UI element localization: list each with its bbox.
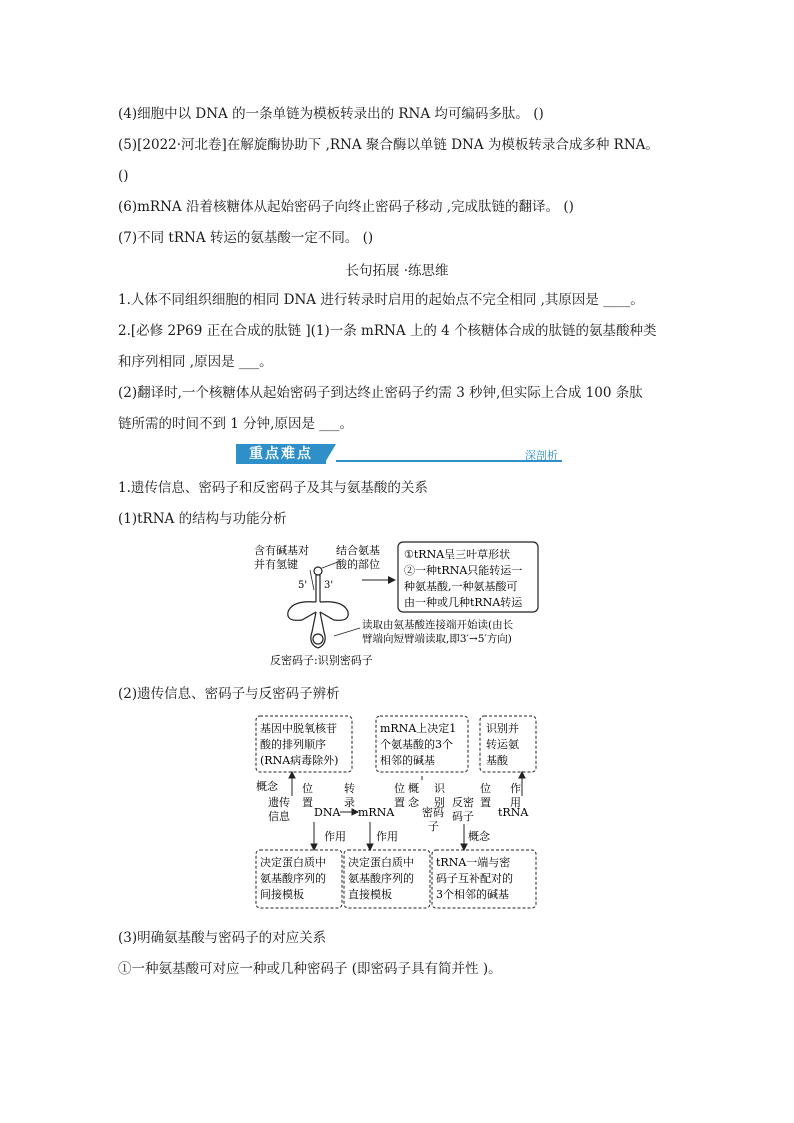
trna-box-line-1: ①tRNA呈三叶草形状 <box>404 548 511 561</box>
box6-l2: 码子互补配对的 <box>436 872 513 885</box>
node-anticodon-2: 码子 <box>452 810 474 823</box>
key-sub-2: (2)遗传信息、密码子与反密码子辨析 <box>118 686 340 702</box>
key-sub-1: (1)tRNA 的结构与功能分析 <box>118 511 287 527</box>
box6-l3: 3个相邻的碱基 <box>436 888 509 901</box>
box2-l2: 个氨基酸的3个 <box>380 738 453 751</box>
box5-l1: 决定蛋白质中 <box>348 856 414 869</box>
concept2-1: 概 <box>408 782 419 795</box>
end-3: 3' <box>324 580 334 591</box>
concept-label-left: 概念 <box>256 780 278 793</box>
action-1: 作 <box>510 782 521 795</box>
pos-label-1: 位 <box>302 782 313 795</box>
concept-label-right: 概念 <box>468 830 490 843</box>
question-4: (4)细胞中以 DNA 的一条单链为模板转录出的 RNA 均可编码多肽。 () <box>118 106 544 122</box>
node-codon-1: 密码 <box>422 806 444 819</box>
genetic-info-1: 遗传 <box>268 796 290 809</box>
extension-1: 1.人体不同组织细胞的相同 DNA 进行转录时启用的起始点不完全相同 ,其原因是 ____。 <box>118 292 644 308</box>
box2-l3: 相邻的碱基 <box>380 754 435 767</box>
box1-l2: 酸的排列顺序 <box>260 738 326 751</box>
pos3-label-2: 置 <box>480 796 491 809</box>
recognize-1: 识 <box>434 782 445 795</box>
box1-l1: 基因中脱氧核苷 <box>260 722 337 735</box>
key-heading-1: 1.遗传信息、密码子和反密码子及其与氨基酸的关系 <box>118 480 428 496</box>
node-mrna: mRNA <box>358 806 395 819</box>
pos2-label-1: 位 <box>394 782 405 795</box>
trna-cloverleaf <box>288 567 348 648</box>
genetic-info-2: 信息 <box>268 810 290 823</box>
flow-figure <box>252 712 542 912</box>
banner-right-label: 深剖析 <box>525 449 558 462</box>
section-title: 长句拓展 ·练思维 <box>345 263 449 279</box>
action-2: 用 <box>510 796 521 809</box>
read-direction-1: 读取由氨基酸连接端开始读(由长 <box>362 619 514 631</box>
trna-box-line-3: 种氨基酸,一种氨基酸可 <box>404 580 518 593</box>
node-codon-2: 子 <box>428 820 439 833</box>
transcribe-1: 转 <box>344 782 355 795</box>
label-binding-site-1: 结合氨基 <box>336 544 380 557</box>
question-7: (7)不同 tRNA 转运的氨基酸一定不同。 () <box>118 230 374 246</box>
trna-figure <box>250 540 550 670</box>
extension-2-line4: 链所需的时间不到 1 分钟,原因是 ___。 <box>118 416 354 432</box>
read-direction-2: 臂端向短臂端读取,即3′→5′方向) <box>362 633 512 645</box>
box5-l3: 直接模板 <box>348 888 392 901</box>
box3-l2: 转运氨 <box>486 738 519 751</box>
extension-2-line1: 2.[必修 2P69 正在合成的肽链 ](1)一条 mRNA 上的 4 个核糖体合成的肽链的氨基酸种类 <box>118 323 657 339</box>
banner-tag: 重点难点 <box>236 444 326 464</box>
label-binding-site-2: 酸的部位 <box>336 558 380 571</box>
pos-label-2: 置 <box>302 796 313 809</box>
extension-2-line3: (2)翻译时,一个核糖体从起始密码子到达终止密码子约需 3 秒钟,但实际上合成 100 条肽 <box>118 385 643 401</box>
use-label-1: 作用 <box>324 830 346 843</box>
box3-l1: 识别并 <box>486 722 519 735</box>
key-points-banner <box>236 444 562 464</box>
box2-l1: mRNA上决定1 <box>380 722 457 735</box>
node-anticodon-1: 反密 <box>452 796 474 809</box>
box6-l1: tRNA一端与密 <box>436 856 511 869</box>
label-base-pair: 含有碱基对 <box>254 544 309 557</box>
box4-l2: 氨基酸序列的 <box>260 872 326 885</box>
recognize-2: 别 <box>434 796 445 809</box>
box4-l1: 决定蛋白质中 <box>260 856 326 869</box>
transcribe-2: 录 <box>344 796 355 809</box>
question-5-line2: () <box>118 168 129 184</box>
end-5: 5' <box>298 580 308 591</box>
extension-2-line2: 和序列相同 ,原因是 ___。 <box>118 354 273 370</box>
use-label-2: 作用 <box>376 830 398 843</box>
node-trna: tRNA <box>498 806 529 819</box>
pos3-label-1: 位 <box>480 782 491 795</box>
box4-l3: 间接模板 <box>260 888 304 901</box>
trna-box-line-2: ②一种tRNA只能转运一 <box>404 564 523 577</box>
pos2-label-2: 置 <box>394 796 405 809</box>
box3-l3: 基酸 <box>486 754 508 767</box>
node-dna: DNA <box>314 806 341 819</box>
question-6: (6)mRNA 沿着核糖体从起始密码子向终止密码子移动 ,完成肽链的翻译。 () <box>118 199 574 215</box>
concept2-2: 念 <box>408 796 419 809</box>
banner-triangle <box>324 444 336 464</box>
anticodon-label: 反密码子:识别密码子 <box>270 654 373 667</box>
question-5-line1: (5)[2022·河北卷]在解旋酶协助下 ,RNA 聚合酶以单链 DNA 为模板转录合成多种 RNA。 <box>118 137 659 153</box>
key-sub-3a: ①一种氨基酸可对应一种或几种密码子 (即密码子具有简并性 )。 <box>118 961 502 977</box>
key-sub-3: (3)明确氨基酸与密码子的对应关系 <box>118 930 327 946</box>
box5-l2: 氨基酸序列的 <box>348 872 414 885</box>
box1-l3: (RNA病毒除外) <box>260 754 339 767</box>
trna-box-line-4: 由一种或几种tRNA转运 <box>404 596 523 609</box>
label-hydrogen-bond: 并有氢键 <box>254 558 298 571</box>
